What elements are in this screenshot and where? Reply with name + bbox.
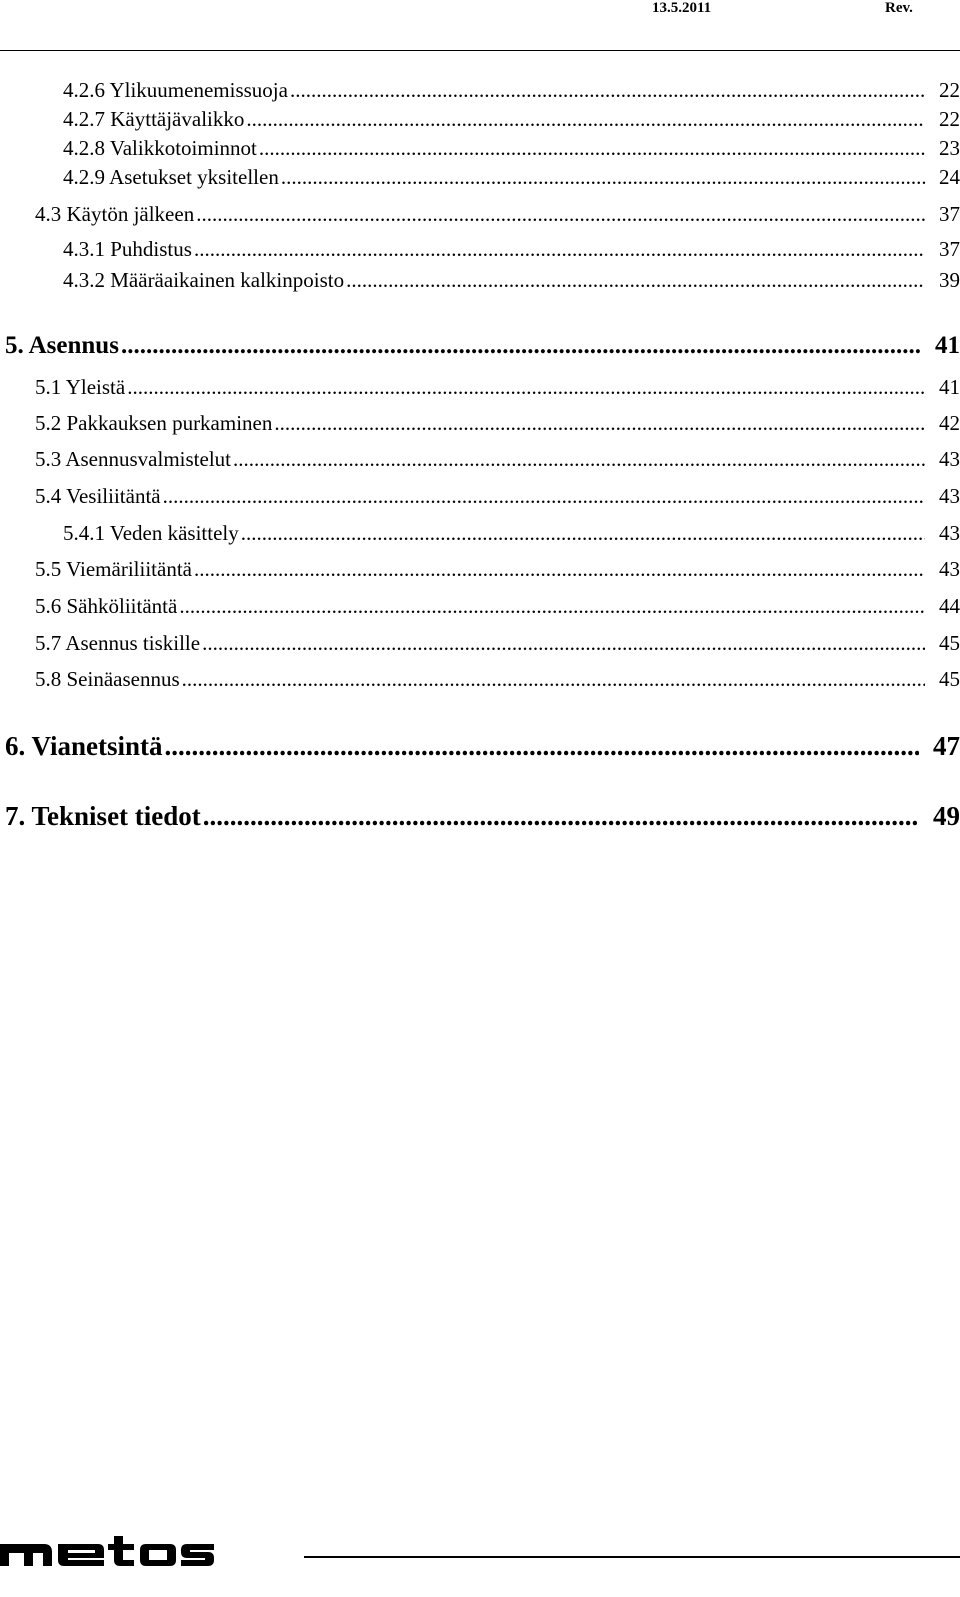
toc-entry[interactable] (63, 107, 960, 139)
toc-entry[interactable] (5, 731, 960, 763)
toc-entry-page: 42 (939, 411, 960, 435)
toc-entry[interactable] (35, 557, 960, 589)
toc-entry[interactable] (5, 332, 960, 364)
toc-entry[interactable] (35, 631, 960, 663)
toc-entry-page: 44 (939, 594, 960, 618)
toc-entry-title: 5.4 Vesiliitäntä (35, 484, 161, 508)
toc-entry-page: 37 (939, 237, 960, 261)
toc-entry-page: 43 (939, 484, 960, 508)
toc-entry-page: 47 (933, 731, 960, 761)
toc-entry-title: 5.3 Asennusvalmistelut (35, 447, 231, 471)
toc-entry-title: 5.2 Pakkauksen purkaminen (35, 411, 273, 435)
toc-entry-page: 24 (939, 165, 960, 189)
toc-entry-title: 4.2.6 Ylikuumenemissuoja (63, 78, 288, 102)
toc-entry[interactable] (63, 165, 960, 197)
toc-entry-page: 45 (939, 667, 960, 691)
toc-entry-page: 49 (933, 801, 960, 831)
toc-entry-page: 45 (939, 631, 960, 655)
toc-entry[interactable] (35, 447, 960, 479)
toc-entry-title: 4.3.2 Määräaikainen kalkinpoisto (63, 268, 345, 292)
header-revision: Rev. (885, 0, 913, 16)
toc-entry-title: 5.6 Sähköliitäntä (35, 594, 178, 618)
toc-entry[interactable] (63, 521, 960, 553)
toc-entry-title: 4.3.1 Puhdistus (63, 237, 192, 261)
header-date: 13.5.2011 (652, 0, 712, 16)
toc-entry-title: 4.2.7 Käyttäjävalikko (63, 107, 245, 131)
toc-entry-page: 22 (939, 107, 960, 131)
toc-entry-page: 43 (939, 521, 960, 545)
toc-entry-title: 4.2.9 Asetukset yksitellen (63, 165, 279, 189)
toc-entry[interactable] (35, 594, 960, 626)
toc-entry[interactable] (63, 78, 960, 110)
toc-entry-title: 6. Vianetsintä (5, 731, 163, 761)
toc-entry-title: 7. Tekniset tiedot (5, 801, 201, 831)
toc-entry-page: 41 (935, 332, 960, 359)
toc-entry-page: 39 (939, 268, 960, 292)
toc-entry[interactable] (35, 202, 960, 234)
toc-entry[interactable] (63, 237, 960, 269)
toc-entry[interactable] (63, 268, 960, 300)
toc-entry[interactable] (35, 411, 960, 443)
toc-entry-title: 5.5 Viemäriliitäntä (35, 557, 192, 581)
toc-entry-title: 5.4.1 Veden käsittely (63, 521, 239, 545)
toc-entry-title: 4.2.8 Valikkotoiminnot (63, 136, 257, 160)
toc-entry-page: 22 (939, 78, 960, 102)
toc-entry-page: 37 (939, 202, 960, 226)
toc-entry[interactable] (35, 375, 960, 407)
footer-divider (304, 1556, 960, 1558)
toc-entry[interactable] (35, 667, 960, 699)
toc-entry-page: 43 (939, 557, 960, 581)
header-divider (0, 50, 960, 51)
page-header (0, 0, 960, 52)
metos-logo (0, 1532, 214, 1572)
toc-entry-title: 5. Asennus (5, 332, 119, 359)
toc-entry-title: 4.3 Käytön jälkeen (35, 202, 195, 226)
toc-entry[interactable] (63, 136, 960, 168)
toc-entry-title: 5.1 Yleistä (35, 375, 126, 399)
toc-entry[interactable] (5, 801, 960, 833)
toc-entry-page: 43 (939, 447, 960, 471)
toc-entry-title: 5.7 Asennus tiskille (35, 631, 201, 655)
toc-entry-page: 41 (939, 375, 960, 399)
toc-entry[interactable] (35, 484, 960, 516)
toc-entry-page: 23 (939, 136, 960, 160)
toc-entry-title: 5.8 Seinäasennus (35, 667, 180, 691)
